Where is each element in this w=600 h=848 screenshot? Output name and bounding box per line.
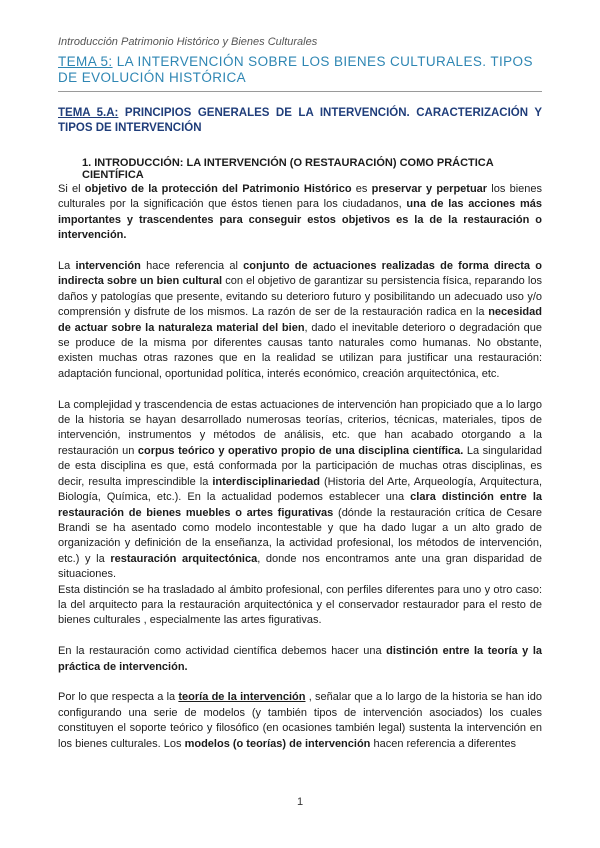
text-run: (Historia del Arte, Arqueología, Arquitectura, Biología, Química, etc.). En la actualidad podemos establecer una (58, 475, 542, 504)
header-divider (58, 91, 542, 92)
text-run: Por lo que respecta a la (58, 691, 179, 704)
bold-run: necesidad de actuar sobre la naturaleza material del bien (58, 306, 542, 334)
bold-run: distinción entre la teoría y la práctica de intervención. (58, 645, 542, 673)
text-run: , donde nos encontramos ante una gran disparidad de situaciones. (58, 552, 542, 581)
paragraph-intervention-theory (58, 690, 542, 752)
bold-run: una de las acciones más importantes y trascendentes para conseguir estos objetivos es la de la restauración o intervención. (58, 198, 542, 242)
text-run: (dónde la restauración crítica de Cesare Brandi se ha asentado como modelo incontestable y que ha dado lugar a un alto grado de organización y definición de la enseñanza, la actividad profesional, los métodos de intervención, etc.) y la (58, 506, 543, 565)
section-prefix: TEMA 5.A: (58, 107, 119, 119)
text-run: los bienes culturales por la significación que éstos tienen para los ciudadanos, (58, 183, 542, 211)
paragraph-intervention-definition (58, 259, 542, 382)
bold-run: clara distinción entre la restauración de bienes muebles o artes figurativas (58, 491, 543, 519)
text-run: En la restauración como actividad científica debemos hacer una (58, 645, 387, 658)
text-run: hace referencia al (140, 260, 244, 273)
running-header: Introducción Patrimonio Histórico y Bienes Culturales (58, 36, 318, 48)
text-run: La complejidad y trascendencia de estas actuaciones de intervención han propiciado que a lo largo de la historia se hayan desarrollado numerosas teorías, criterios, técnicas, materiales, tipos de intervención, instrumentos y métodos de análisis, etc. que han acabado otorgando a la restauración un (58, 398, 542, 457)
paragraph-objective (58, 182, 542, 244)
bold-run: conjunto de actuaciones realizadas de forma directa o indirecta sobre un bien cultural (58, 260, 542, 288)
text-run: con el objetivo de garantizar su persistencia física, reparando los daños y patologías que presente, evitando su deterioro futuro y posibilitando un adecuado uso y/o comprensión y disfrute de los mismos. La razón de ser de la restauración radica en la (58, 275, 542, 319)
underlined-run: teoría de la intervención (178, 691, 306, 704)
text-run: Si el (58, 183, 85, 195)
bold-run: corpus teórico y operativo propio de una disciplina científica. (137, 444, 464, 457)
section-title-text: PRINCIPIOS GENERALES DE LA INTERVENCIÓN. CARACTERIZACIÓN Y TIPOS DE INTERVENCIÓN (58, 107, 542, 134)
document-page (58, 36, 542, 752)
heading-introduction: 1. INTRODUCCIÓN: LA INTERVENCIÓN (O RESTAURACIÓN) COMO PRÁCTICA CIENTÍFICA (82, 157, 494, 181)
page-number: 1 (296, 796, 304, 808)
paragraph-professional-distinction: Esta distinción se ha trasladado al ámbito profesional, con perfiles diferentes para uno y otro caso: la del arquitecto para la restauración arquitectónica y el conservador restaurador para el resto de bienes culturales , especialmente las artes figurativas. (58, 583, 542, 627)
text-run: La singularidad de esta disciplina es que, está conformada por la participación de muchas otras disciplinas, es decir, resulta imprescindible la (58, 444, 542, 488)
bold-run: intervención (75, 260, 141, 273)
topic-title (58, 54, 542, 86)
text-run: , dado el inevitable deterioro o degradación que se produce de la misma por diferentes causas tanto naturales como humanas. No obstante, existen muchas otras razones que en la realidad se utilizan para justificar una restauración: adaptación funcional, oportunidad política, interés económico, creación arquitectónica, etc. (58, 321, 542, 380)
topic-title-text: LA INTERVENCIÓN SOBRE LOS BIENES CULTURALES. TIPOS DE EVOLUCIÓN HISTÓRICA (58, 54, 533, 85)
bold-run: modelos (o teorías) de intervención (184, 737, 371, 750)
text-run: es (351, 183, 372, 195)
text-run: , señalar que a lo largo de la historia se han ido configurando una serie de modelos (y también tipos de intervención asociados) los cuales constituyen el soporte teórico y filosófico (en ocasiones también legal) sustenta la intervención en los bienes culturales. Los (58, 691, 542, 750)
paragraph-theory-practice (58, 644, 542, 675)
text-run: La (58, 260, 76, 273)
bold-run: objetivo de la protección del Patrimonio Histórico (84, 183, 352, 195)
section-title (58, 106, 542, 136)
bold-run: interdisciplinariedad (212, 475, 320, 488)
topic-prefix: TEMA 5: (58, 54, 113, 69)
bold-run: restauración arquitectónica (110, 552, 258, 565)
paragraph-complexity (58, 398, 542, 583)
text-run: hacen referencia a diferentes (370, 737, 516, 750)
bold-run: preservar y perpetuar (371, 183, 488, 195)
